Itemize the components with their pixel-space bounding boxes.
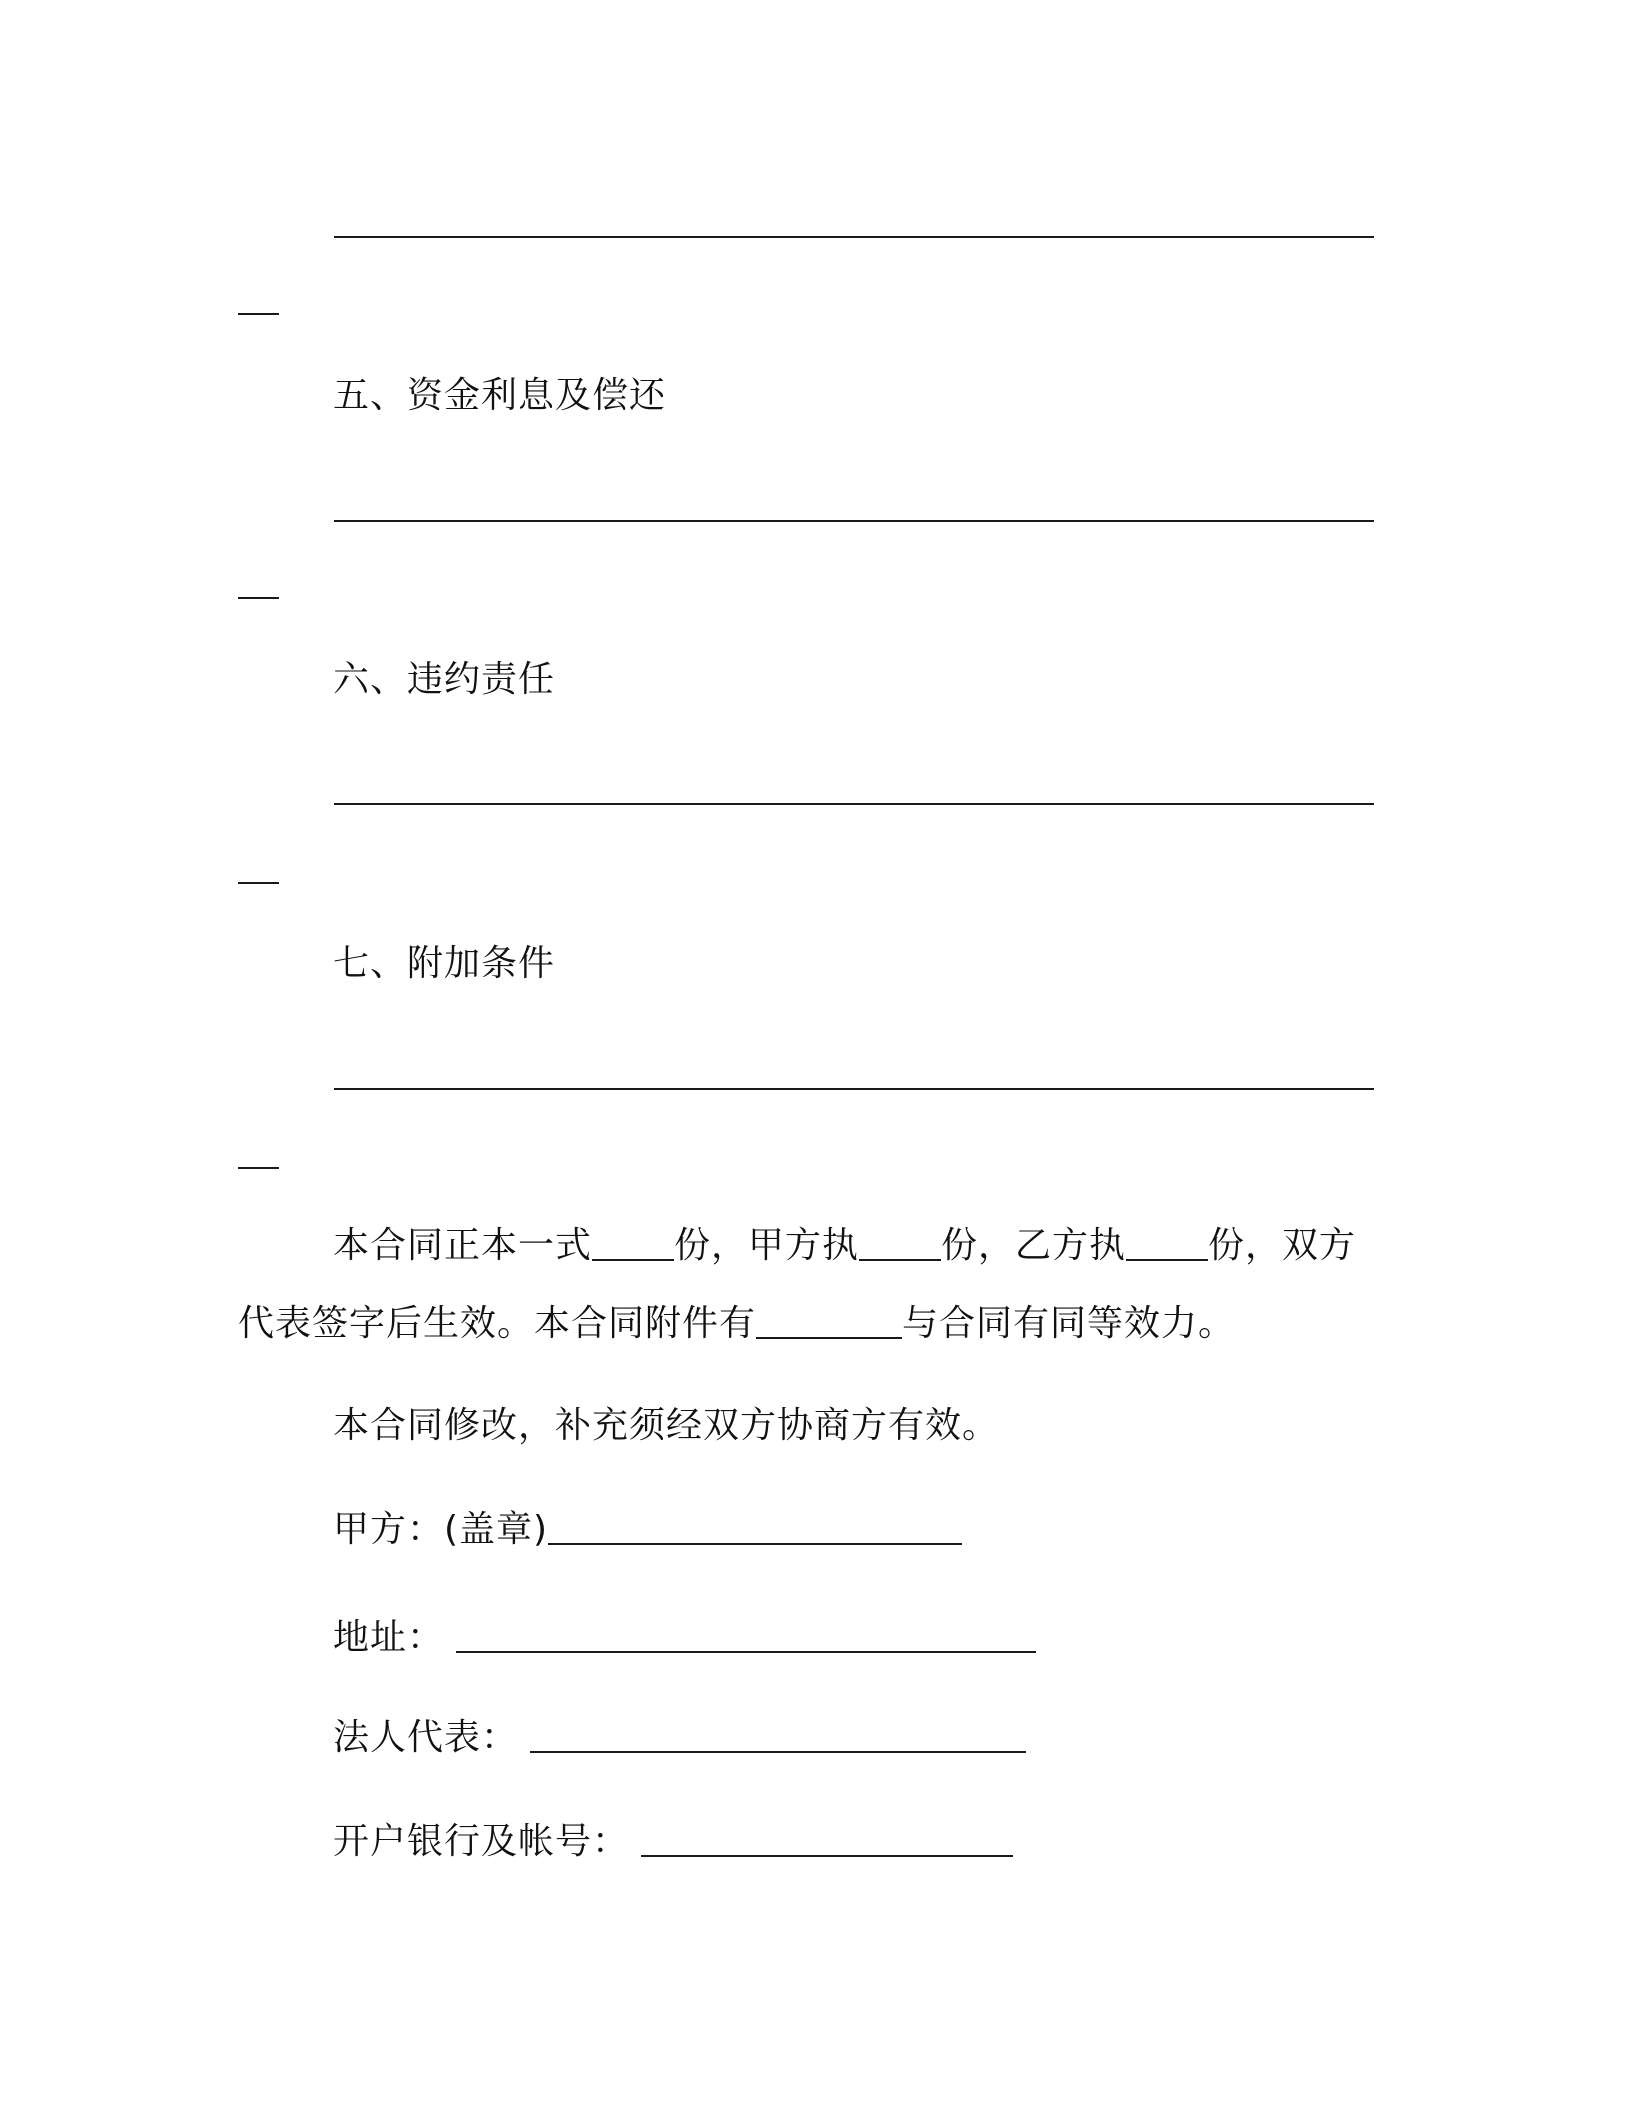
section-5-heading: 五、资金利息及偿还 [333,375,667,416]
section-6-heading: 六、违约责任 [333,659,556,700]
modification-clause: 本合同修改，补充须经双方协商方有效。 [333,1405,1000,1446]
copies-paragraph-line-1 [333,1222,1356,1270]
party-a-seal-row [333,1506,962,1554]
party-a-legal-rep-label: 法人代表： [333,1717,519,1758]
copies-text-6: 与合同有同等效力。 [902,1303,1236,1344]
party-a-address-row [333,1614,1036,1662]
copies-text-2: 份，甲方执 [674,1225,860,1266]
blank-line-long [334,1088,1374,1090]
party-a-seal-label: 甲方：(盖章) [333,1509,549,1550]
section-7-heading: 七、附加条件 [333,943,556,984]
blank-line-short [238,597,279,599]
party-a-bank-label: 开户银行及帐号： [333,1821,630,1862]
copies-text-3: 份，乙方执 [941,1225,1127,1266]
copies-paragraph-line-2 [238,1300,1235,1348]
blank-line-long [334,803,1374,805]
party-a-legal-rep-blank[interactable] [530,1719,1026,1753]
attachment-blank[interactable] [756,1305,902,1339]
party-a-address-label: 地址： [333,1617,445,1658]
copies-text-1: 本合同正本一式 [333,1225,593,1266]
party-b-copies-blank[interactable] [1126,1227,1208,1261]
blank-line-long [334,520,1374,522]
blank-line-short [238,882,279,884]
blank-line-long [334,236,1374,238]
party-a-copies-blank[interactable] [859,1227,941,1261]
party-a-address-blank[interactable] [456,1619,1036,1653]
blank-line-short [238,1167,279,1169]
party-a-legal-rep-row [333,1714,1026,1762]
blank-line-short [238,313,279,315]
copies-text-5: 代表签字后生效。本合同附件有 [238,1303,757,1344]
party-a-bank-row [333,1818,1013,1866]
copies-text-4: 份，双方 [1208,1225,1357,1266]
party-a-bank-blank[interactable] [641,1823,1013,1857]
party-a-seal-blank[interactable] [548,1511,962,1545]
copies-total-blank[interactable] [592,1227,674,1261]
